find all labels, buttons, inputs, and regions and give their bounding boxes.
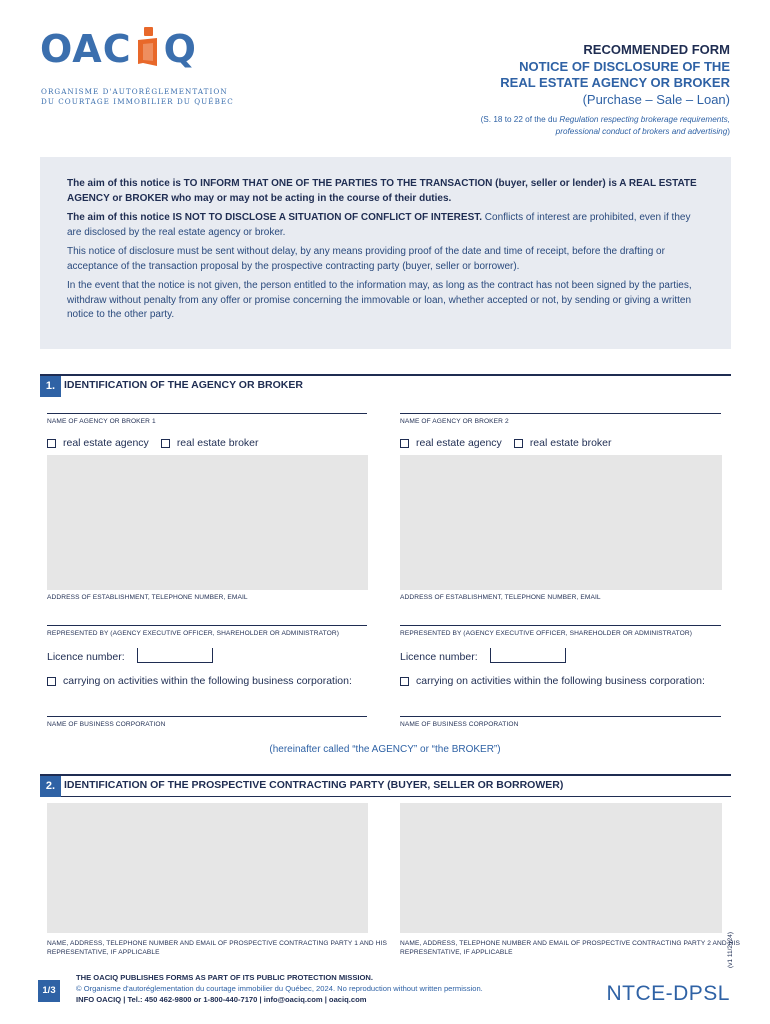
- agency1-name-field[interactable]: [47, 413, 367, 414]
- agency1-real-estate-agency-label: real estate agency: [63, 437, 149, 449]
- logo-subtitle-line2: DU COURTAGE IMMOBILIER DU QUÉBEC: [41, 97, 234, 106]
- agency1-corporation-checkbox[interactable]: [47, 677, 56, 686]
- logo-text-left: OAC: [40, 27, 132, 71]
- section1-number: 1.: [40, 376, 61, 397]
- intro-notice-box: [40, 157, 731, 349]
- agency2-licence-number-input[interactable]: [490, 648, 566, 663]
- agency2-represented-label: REPRESENTED BY (AGENCY EXECUTIVE OFFICER, SHAREHOLDER OR ADMINISTRATOR): [400, 630, 693, 637]
- page-number-badge: 1/3: [38, 980, 60, 1002]
- agency2-licence-label: Licence number:: [400, 651, 478, 663]
- party2-info-field[interactable]: [400, 803, 722, 933]
- agency1-type-row: [47, 437, 259, 449]
- party1-info-label-line1: NAME, ADDRESS, TELEPHONE NUMBER AND EMAIL OF PROSPECTIVE CONTRACTING PARTY 1 AND HIS: [47, 940, 387, 947]
- agency1-real-estate-broker-label: real estate broker: [176, 437, 259, 449]
- hereinafter-note: (hereinafter called “the AGENCY” or “the BROKER”): [269, 744, 501, 755]
- party2-info-label-line1: NAME, ADDRESS, TELEPHONE NUMBER AND EMAIL OF PROSPECTIVE CONTRACTING PARTY 2 AND HIS: [400, 940, 740, 947]
- logo-i-mark-icon: [133, 30, 163, 68]
- logo-subtitle-line1: ORGANISME D'AUTORÉGLEMENTATION: [41, 87, 228, 96]
- agency1-licence-row: [47, 648, 213, 663]
- title-line1: NOTICE OF DISCLOSURE OF THE: [519, 58, 730, 74]
- agency1-corporation-name-label: NAME OF BUSINESS CORPORATION: [47, 721, 166, 728]
- agency2-name-label: NAME OF AGENCY OR BROKER 2: [400, 418, 509, 425]
- agency2-corporation-row: [400, 675, 705, 687]
- regref-prefix: (S. 18 to 22 of the du: [480, 115, 560, 124]
- regref-italic-1: Regulation respecting brokerage requirements,: [559, 115, 730, 124]
- party2-info-label: [400, 939, 740, 957]
- section2-header: [40, 776, 731, 797]
- recommended-form-label: RECOMMENDED FORM: [583, 42, 730, 57]
- agency2-address-label: ADDRESS OF ESTABLISHMENT, TELEPHONE NUMBER, EMAIL: [400, 594, 601, 601]
- agency1-corporation-name-field[interactable]: [47, 716, 367, 717]
- logo-subtitle: [41, 87, 234, 107]
- agency1-represented-field[interactable]: [47, 625, 367, 626]
- agency1-licence-label: Licence number:: [47, 651, 125, 663]
- logo-text-right: Q: [163, 27, 197, 71]
- party2-info-label-line2: REPRESENTATIVE, IF APPLICABLE: [400, 949, 513, 956]
- section2-title: IDENTIFICATION OF THE PROSPECTIVE CONTRACTING PARTY (BUYER, SELLER OR BORROWER): [64, 779, 564, 791]
- title-line2: REAL ESTATE AGENCY OR BROKER: [500, 75, 730, 90]
- title-subtitle: (Purchase – Sale – Loan): [582, 91, 730, 107]
- form-code: NTCE-DPSL: [606, 982, 730, 1005]
- party1-info-label-line2: REPRESENTATIVE, IF APPLICABLE: [47, 949, 160, 956]
- agency2-real-estate-broker-checkbox[interactable]: [514, 439, 523, 448]
- party1-info-label: [47, 939, 387, 957]
- agency2-corporation-checkbox[interactable]: [400, 677, 409, 686]
- agency1-corporation-label: carrying on activities within the following business corporation:: [63, 675, 352, 687]
- agency1-real-estate-agency-checkbox[interactable]: [47, 439, 56, 448]
- intro-paragraph-3: This notice of disclosure must be sent without delay, by any means providing proof of the date and time of receipt, before the drafting or acceptance of the transaction proposal by the prospective contracting party (buyer, seller or borrower).: [67, 246, 665, 272]
- section2-number: 2.: [40, 776, 61, 797]
- form-title-block: [500, 42, 730, 108]
- agency1-address-field[interactable]: [47, 455, 368, 590]
- agency1-address-label: ADDRESS OF ESTABLISHMENT, TELEPHONE NUMBER, EMAIL: [47, 594, 248, 601]
- agency1-name-label: NAME OF AGENCY OR BROKER 1: [47, 418, 156, 425]
- oaciq-logo: [40, 27, 197, 71]
- agency2-real-estate-broker-label: real estate broker: [529, 437, 612, 449]
- intro-paragraph-2-rest: Conflicts of interest are prohibited, even if they are disclosed by the real estate agency or broker.: [67, 212, 691, 238]
- agency2-represented-field[interactable]: [400, 625, 721, 626]
- intro-paragraph-1: The aim of this notice is TO INFORM THAT ONE OF THE PARTIES TO THE TRANSACTION (buyer, seller or lender) is A REAL ESTATE AGENCY or BROKER who may or may not be acting in the course of their duties.: [67, 178, 697, 204]
- regref-italic-2: professional conduct of brokers and advertising: [555, 127, 728, 136]
- agency1-real-estate-broker-checkbox[interactable]: [161, 439, 170, 448]
- footer-text: [76, 972, 483, 1005]
- regulation-reference: [481, 114, 730, 138]
- agency2-corporation-label: carrying on activities within the following business corporation:: [416, 675, 705, 687]
- form-version-note: (v1 11/2024): [727, 931, 734, 968]
- agency2-real-estate-agency-label: real estate agency: [416, 437, 502, 449]
- footer-copyright-line: © Organisme d'autoréglementation du courtage immobilier du Québec, 2024. No reproduction without written permission.: [76, 984, 483, 993]
- agency1-represented-label: REPRESENTED BY (AGENCY EXECUTIVE OFFICER, SHAREHOLDER OR ADMINISTRATOR): [47, 630, 340, 637]
- agency2-licence-row: [400, 648, 566, 663]
- agency2-type-row: [400, 437, 612, 449]
- party1-info-field[interactable]: [47, 803, 368, 933]
- agency1-licence-number-input[interactable]: [137, 648, 213, 663]
- agency2-corporation-name-label: NAME OF BUSINESS CORPORATION: [400, 721, 519, 728]
- footer-mission-line: THE OACIQ PUBLISHES FORMS AS PART OF ITS PUBLIC PROTECTION MISSION.: [76, 973, 374, 982]
- agency2-corporation-name-field[interactable]: [400, 716, 721, 717]
- agency2-real-estate-agency-checkbox[interactable]: [400, 439, 409, 448]
- section1-header: [40, 376, 731, 397]
- agency2-name-field[interactable]: [400, 413, 721, 414]
- intro-paragraph-2-bold: The aim of this notice IS NOT TO DISCLOSE A SITUATION OF CONFLICT OF INTEREST.: [67, 212, 483, 223]
- regref-suffix: ): [727, 127, 730, 136]
- footer-contact-line: INFO OACIQ | Tel.: 450 462-9800 or 1-800-440-7170 | info@oaciq.com | oaciq.com: [76, 995, 367, 1004]
- agency2-address-field[interactable]: [400, 455, 722, 590]
- section1-title: IDENTIFICATION OF THE AGENCY OR BROKER: [64, 379, 303, 391]
- agency1-corporation-row: [47, 675, 352, 687]
- intro-paragraph-4: In the event that the notice is not given, the person entitled to the information may, as long as the contract has not been signed by the parties, withdraw without penalty from any offer or promise concerning the immovable or loan, whether accepted or not, by sending or giving a written notice to the other party.: [67, 280, 692, 320]
